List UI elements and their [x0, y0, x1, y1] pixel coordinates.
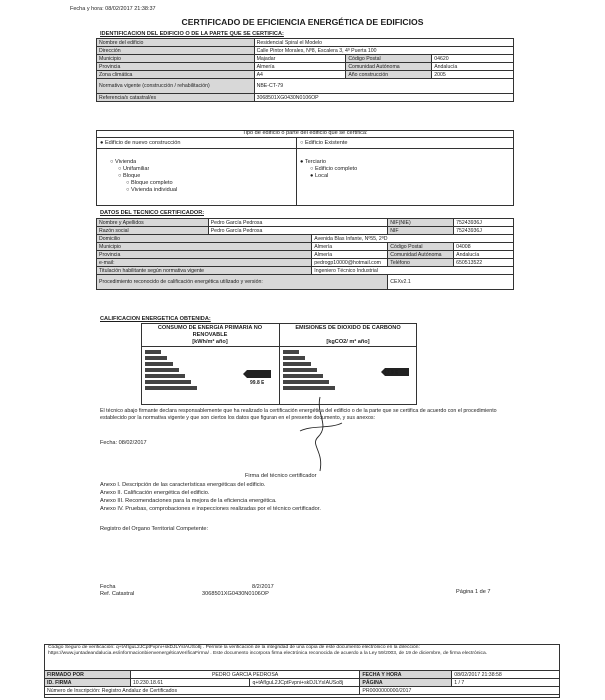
- tech-value: pedrogp10000@hotmail.com: [312, 259, 388, 267]
- id-label: Municipio: [97, 55, 255, 63]
- sig-label: FIRMADO POR: [45, 671, 131, 679]
- rating-col1-unit: [kWh/m² año]: [192, 339, 228, 345]
- sig-label: PÁGINA: [360, 679, 452, 687]
- option-bloque-completo[interactable]: ○ Bloque completo: [126, 180, 173, 186]
- rating-arrow-primary: [243, 370, 271, 378]
- registry-label: Registro del Órgano Territorial Competente:: [100, 526, 209, 532]
- id-value: 3068501XG0430N0106OP: [254, 94, 513, 102]
- id-value: NBE-CT-79: [254, 79, 513, 94]
- page-number: Página 1 de 7: [456, 589, 491, 595]
- option-label: Edificio completo: [314, 166, 358, 172]
- identification-table: [96, 38, 514, 102]
- id-value: Calle Pintor Morales, Nº8, Escalera 3, 4º Puerta 100: [254, 47, 513, 55]
- footer-ref-value: 3068501XG0430N0106OP: [202, 591, 269, 597]
- id-label: Referencia/s catastral/es: [97, 94, 255, 102]
- tech-label: Provincia: [97, 251, 312, 259]
- annex-2: Anexo II. Calificación energética del edificio.: [100, 490, 210, 496]
- signature-table: [44, 670, 560, 695]
- footer-date-label: Fecha: [100, 584, 116, 590]
- tech-label: Procedimiento reconocido de calificación energética utilizado y versión:: [97, 275, 388, 290]
- option-terciario[interactable]: ● Terciario: [300, 159, 326, 165]
- tech-value: Almería: [312, 251, 388, 259]
- tech-label: Nombre y Apellidos: [97, 219, 209, 227]
- id-value: Andalucía: [432, 63, 514, 71]
- signature-caption: Firma del técnico certificador: [245, 473, 317, 479]
- option-label: Bloque: [122, 173, 141, 179]
- id-label: Dirección: [97, 47, 255, 55]
- option-label: Unifamiliar: [122, 166, 150, 172]
- tech-label: Razón social: [97, 227, 209, 235]
- tech-label: Teléfono: [388, 259, 454, 267]
- tech-value: Pedro García Pedrosa: [208, 227, 388, 235]
- sig-label: FECHA Y HORA: [360, 671, 452, 679]
- option-edificio-completo[interactable]: ○ Edificio completo: [310, 166, 358, 172]
- option-label: Local: [314, 173, 329, 179]
- annex-1: Anexo I. Descripción de las características energéticas del edificio.: [100, 482, 266, 488]
- id-value: Residencial Spiral el Modelo: [254, 39, 513, 47]
- tech-value: Andalucía: [454, 251, 514, 259]
- id-value: 2005: [432, 71, 514, 79]
- option-label: Bloque completo: [130, 180, 173, 186]
- id-label: Código Postal: [346, 55, 432, 63]
- rating-col2-title: EMISIONES DE DIÓXIDO DE CARBONO: [295, 325, 401, 331]
- option-new-building[interactable]: ● Edificio de nuevo construcción: [100, 140, 181, 146]
- tech-label: NIF: [388, 227, 454, 235]
- sig-value: 08/02/2017 21:38:58: [452, 671, 560, 679]
- annex-4: Anexo IV. Pruebas, comprobaciones e inspecciones realizadas por el técnico certificador.: [100, 506, 321, 512]
- page-title: CERTIFICADO DE EFICIENCIA ENERGÉTICA DE EDIFICIOS: [181, 17, 424, 27]
- declaration-text: El técnico abajo firmante declara responsablemente que ha realizado la certificación energética del edificio o de la parte que se certifica de acuerdo con el procedimiento establecido por la normativa vigente y que son ciertos los datos que figuran en el presente documento, y sus anexos:: [100, 408, 497, 421]
- energy-scale-primary: [143, 348, 277, 403]
- tech-label: Municipio: [97, 243, 312, 251]
- verification-text: Código Seguro de verificación: q+tAfIguL2JCptFvpni+skDJLYsIAUSo8j . Permite la verificación de la integridad de una copia de este documento electrónico en la dirección: https://www.juntadeandalucia.es/informacionbienvenergéticaVerificaFirma/ . Este documento incorpora firma electrónica reconocida de acuerdo a la Ley 59/2003, de 19 de diciembre, de firma electrónica.: [48, 645, 488, 656]
- rating-col2-unit: [kgCO2/ m² año]: [326, 339, 370, 345]
- option-label: Vivienda: [114, 159, 137, 165]
- date-line: Fecha: 08/02/2017: [100, 440, 147, 446]
- sig-value: Número de Inscripción: Registro Andaluz de Certificados: [45, 687, 360, 695]
- id-label: Zona climática: [97, 71, 255, 79]
- option-bloque[interactable]: ○ Bloque: [118, 173, 141, 179]
- rating-value-emissions: 17.9 E: [384, 370, 399, 376]
- option-label: Terciario: [304, 159, 326, 165]
- tech-value: 75243936J: [454, 227, 514, 235]
- tech-value: Ingeniero Técnico Industrial: [312, 267, 514, 275]
- option-label: Vivienda individual: [130, 187, 178, 193]
- tech-value: Pedro García Pedrosa: [208, 219, 388, 227]
- id-value: Almería: [254, 63, 346, 71]
- id-value: Majadar: [254, 55, 346, 63]
- building-type-heading: Tipo de edificio o parte del edificio que se certifica:: [96, 130, 514, 138]
- tech-label: NIF(NIE): [388, 219, 454, 227]
- id-label: Nombre del edificio: [97, 39, 255, 47]
- id-label: Normativa vigente (construcción / rehabilitación): [97, 79, 255, 94]
- tech-value: 75243936J: [454, 219, 514, 227]
- tech-value: CEXv2.1: [388, 275, 514, 290]
- signature-image: [290, 395, 350, 473]
- tech-value: Almería: [312, 243, 388, 251]
- tech-label: Código Postal: [388, 243, 454, 251]
- tech-label: Comunidad Autónoma: [388, 251, 454, 259]
- sig-value: q+tAfIguL2JCptFvpni+skDJLYsIAUSo8j: [250, 679, 360, 687]
- sig-label: ID. FIRMA: [45, 679, 131, 687]
- technician-table: [96, 218, 514, 290]
- sig-value: 1 / 7: [452, 679, 560, 687]
- option-unifamiliar[interactable]: ○ Unifamiliar: [118, 166, 150, 172]
- option-vivienda-individual[interactable]: ○ Vivienda individual: [126, 187, 178, 193]
- option-label: Edificio de nuevo construcción: [104, 140, 181, 146]
- id-label: Año construcción: [346, 71, 432, 79]
- sig-value: PR0000000000/2017: [360, 687, 560, 695]
- tech-value: Avenida Blas Infante, Nº55, 2ºD: [312, 235, 514, 243]
- rating-heading: CALIFICACIÓN ENERGÉTICA OBTENIDA:: [100, 316, 211, 322]
- tech-value: 650513522: [454, 259, 514, 267]
- footer-ref-label: Ref. Catastral: [100, 591, 135, 597]
- option-vivienda[interactable]: ○ Vivienda: [110, 159, 137, 165]
- id-label: Comunidad Autónoma: [346, 63, 432, 71]
- id-value: A4: [254, 71, 346, 79]
- tech-label: Domicilio: [97, 235, 312, 243]
- option-label: Edificio Existente: [304, 140, 348, 146]
- technician-heading: DATOS DEL TÉCNICO CERTIFICADOR:: [100, 210, 205, 216]
- tech-label: Titulación habilitante según normativa vigente: [97, 267, 312, 275]
- id-label: Provincia: [97, 63, 255, 71]
- annex-3: Anexo III. Recomendaciones para la mejora de la eficiencia energética.: [100, 498, 277, 504]
- tech-label: e-mail:: [97, 259, 312, 267]
- header-datetime: Fecha y hora: 08/02/2017 21:38:37: [70, 6, 156, 12]
- option-existing-building[interactable]: ○ Edificio Existente: [300, 140, 348, 146]
- identification-heading: IDENTIFICACIÓN DEL EDIFICIO O DE LA PARTE QUE SE CERTIFICA:: [100, 31, 284, 37]
- rating-value-primary: 99.8 E: [250, 380, 265, 386]
- id-value: 04620: [432, 55, 514, 63]
- sig-value: PEDRO GARCIA PEDROSA: [130, 671, 360, 679]
- footer-date-value: 8/2/2017: [252, 584, 274, 590]
- sig-value: 10.230.18.61: [130, 679, 250, 687]
- rating-col1-title: CONSUMO DE ENERGÍA PRIMARIA NO RENOVABLE: [157, 325, 263, 338]
- option-local[interactable]: ● Local: [310, 173, 329, 179]
- tech-value: 04008: [454, 243, 514, 251]
